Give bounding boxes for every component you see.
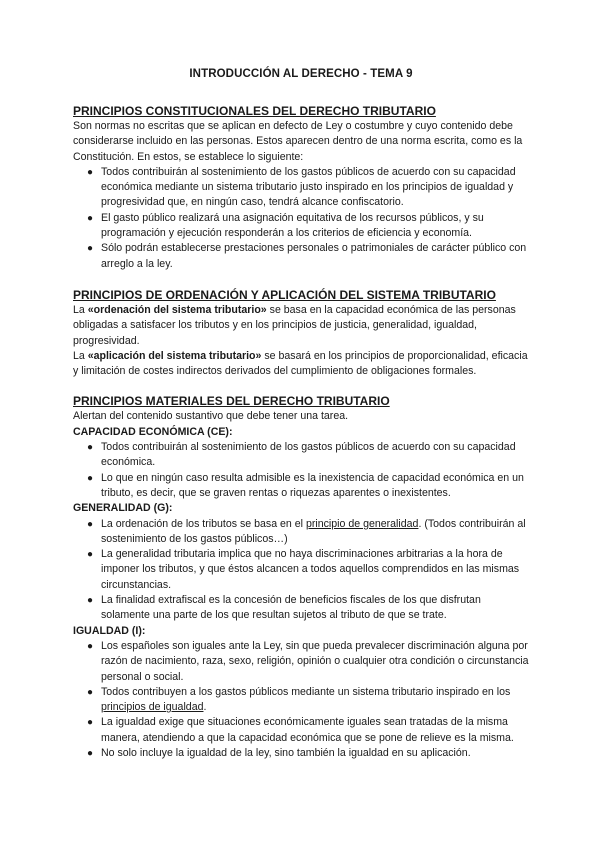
bullet-list: [73, 440, 529, 501]
bullet-list: [73, 517, 529, 624]
paragraph-ordenacion: La «ordenación del sistema tributario» se basa en la capacidad económica de las personas obligadas a satisfacer los tributos y en los principios de justicia, generalidad, igualdad, progresividad.: [73, 303, 516, 347]
section-intro: Son normas no escritas que se aplican en defecto de Ley o costumbre y cuyo contenido debe considerarse incluido en las personas. Estos aparecen dentro de una norma escrita, como es la Constitución. En estos, se establece lo siguiente:: [73, 120, 523, 163]
list-item: ● No solo incluye la igualdad de la ley, sino también la igualdad en su aplicación.: [73, 746, 529, 761]
subheading-igualdad: IGUALDAD (I):: [73, 624, 146, 637]
section-heading-constitucionales: PRINCIPIOS CONSTITUCIONALES DEL DERECHO TRIBUTARIO: [73, 104, 436, 118]
list-item: ● Todos contribuirán al sostenimiento de los gastos públicos de acuerdo con su capacidad económica mediante un sistema tributario justo inspirado en los principios de igualdad y progresividad que, en ningún caso, tendrá alcance confiscatorio.: [87, 165, 516, 209]
document-title: INTRODUCCIÓN AL DERECHO - TEMA 9: [189, 68, 413, 80]
list-item: ● La ordenación de los tributos se basa en el principio de generalidad. (Todos contribuirán al sostenimiento de los gastos públicos…): [87, 517, 526, 545]
bullet-icon: ●: [87, 640, 94, 652]
underlined-term: principio de generalidad: [305, 517, 419, 530]
paragraph-aplicacion: La «aplicación del sistema tributario» se basará en los principios de proporcionalidad, eficacia y limitación de costes indirectos derivados del cumplimiento de obligaciones formales.: [73, 349, 528, 378]
list-item: ● La generalidad tributaria implica que no haya discriminaciones arbitrarias a la hora de imponer los tributos, y que éstos alcancen a todos aquellos comprendidos en las mismas circunstancias.: [87, 548, 520, 591]
bullet-icon: ●: [87, 442, 94, 454]
subheading-capacidad-economica: CAPACIDAD ECONÓMICA (CE):: [73, 425, 233, 438]
section-intro: Alertan del contenido sustantivo que debe tener una tarea.: [73, 410, 349, 423]
underlined-term: principios de igualdad: [101, 701, 204, 714]
bullet-list: [73, 639, 529, 761]
subheading-generalidad: GENERALIDAD (G):: [73, 502, 173, 515]
list-item: ● El gasto público realizará una asignación equitativa de los recursos públicos, y su programación y ejecución responderán a los criterios de eficiencia y economía.: [87, 211, 484, 240]
bullet-icon: ●: [87, 243, 94, 255]
list-item: ● La igualdad exige que situaciones económicamente iguales sean tratadas de la misma manera, atendiendo a que la capacidad económica que se pone de relieve es la misma.: [87, 716, 514, 744]
section-heading-ordenacion: PRINCIPIOS DE ORDENACIÓN Y APLICACIÓN DEL SISTEMA TRIBUTARIO: [73, 287, 496, 302]
list-item: ● Los españoles son iguales ante la Ley, sin que pueda prevalecer discriminación alguna por razón de nacimiento, raza, sexo, religión, opinión o cualquier otra condición o circunstancia personal o social.: [87, 639, 529, 683]
list-item: ● La finalidad extrafiscal es la concesión de beneficios fiscales de los que disfrutan solamente una parte de los que resultan sujetos al tributo de que se trate.: [87, 594, 481, 622]
bullet-icon: ●: [87, 717, 94, 729]
list-item: ● Todos contribuirán al sostenimiento de los gastos públicos de acuerdo con su capacidad económica.: [87, 441, 516, 469]
section-heading-materiales: PRINCIPIOS MATERIALES DEL DERECHO TRIBUTARIO: [73, 394, 390, 409]
bullet-icon: ●: [87, 747, 94, 759]
document-page: [73, 68, 529, 761]
bullet-list: [73, 165, 529, 272]
list-item: ● Lo que en ningún caso resulta admisible es la inexistencia de capacidad económica en un tributo, es decir, que se graven rentas o riquezas aparentes o inexistentes.: [87, 471, 524, 499]
bullet-icon: ●: [87, 686, 94, 698]
bold-term: «aplicación del sistema tributario»: [87, 349, 262, 362]
bullet-icon: ●: [87, 212, 94, 224]
bullet-icon: ●: [87, 595, 94, 607]
bullet-icon: ●: [87, 549, 94, 561]
bullet-icon: ●: [87, 518, 94, 530]
list-item: ● Todos contribuyen a los gastos públicos mediante un sistema tributario inspirado en los principios de igualdad.: [87, 685, 511, 714]
bullet-icon: ●: [87, 472, 94, 484]
list-item: ● Sólo podrán establecerse prestaciones personales o patrimoniales de carácter público con arreglo a la ley.: [87, 242, 527, 270]
bold-term: «ordenación del sistema tributario»: [87, 303, 267, 316]
bullet-icon: ●: [87, 166, 94, 178]
